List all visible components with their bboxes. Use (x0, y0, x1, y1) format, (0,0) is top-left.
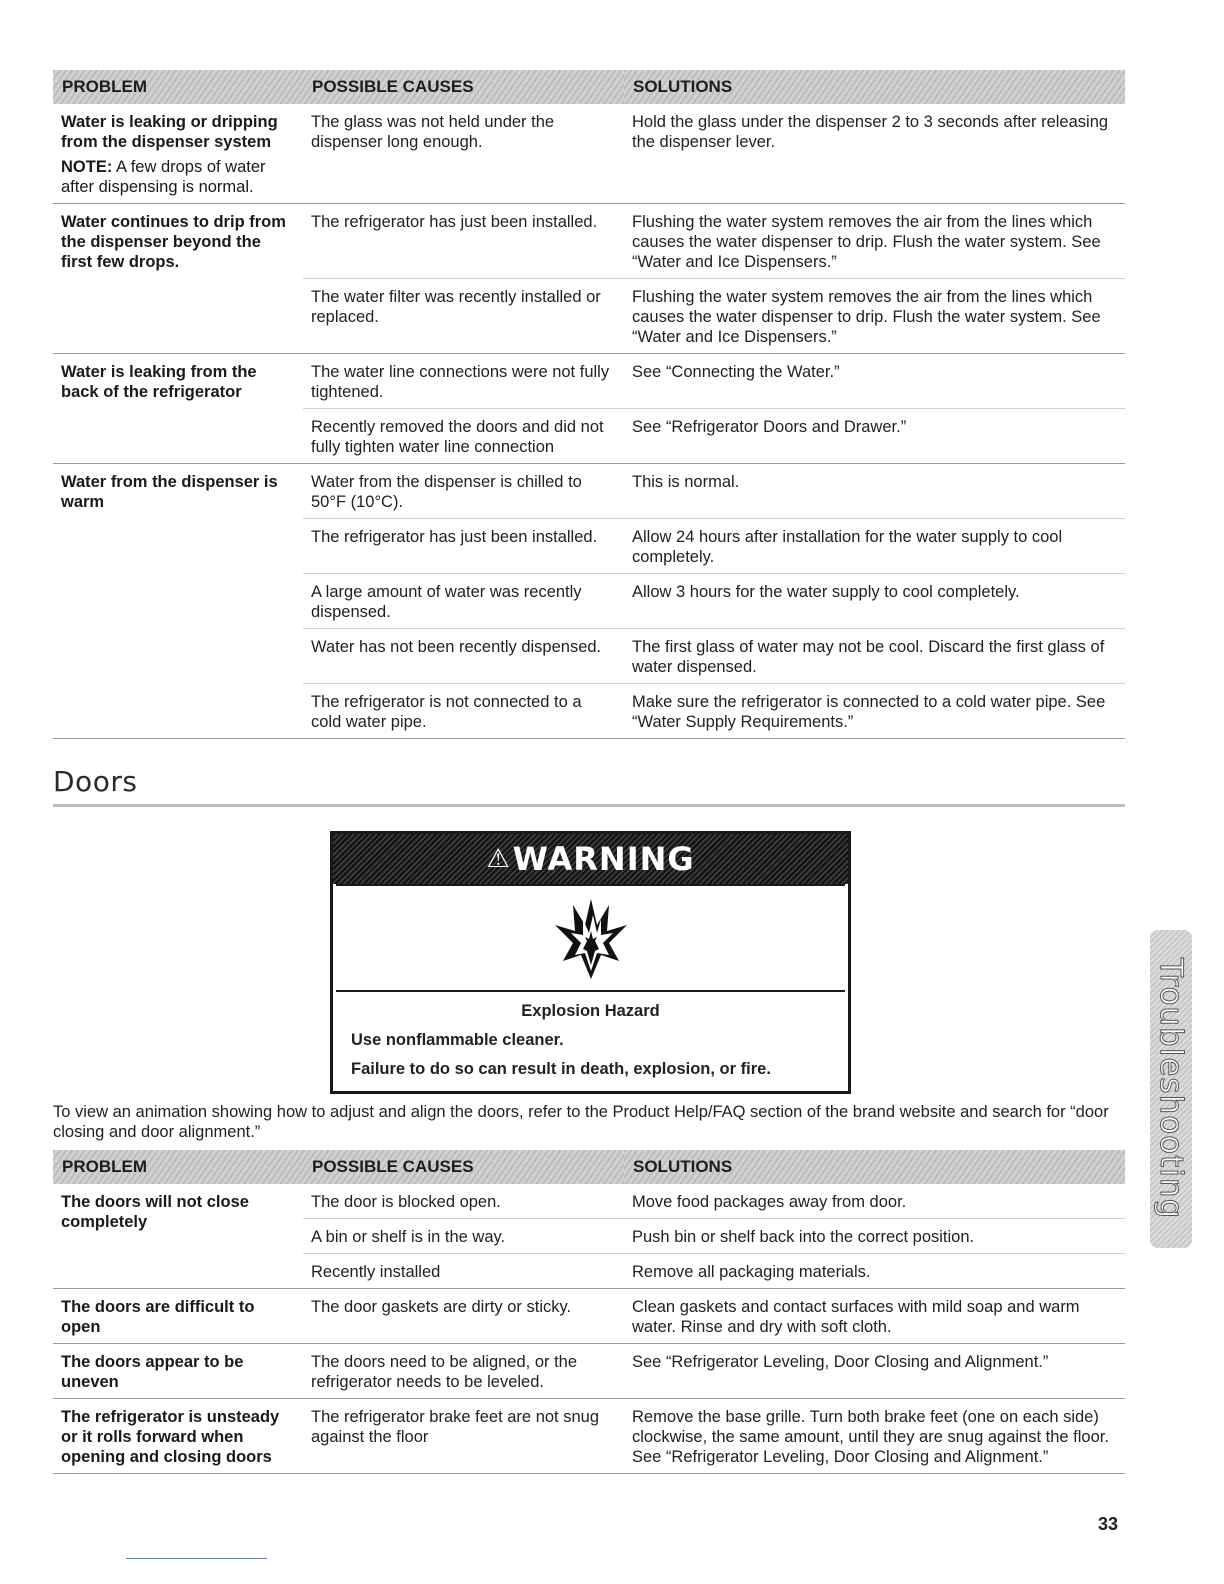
solution-cell: Flushing the water system removes the air from the lines which causes the water dispenser to drip. Flush the water system. See “Water and Ice Dispensers.” (624, 279, 1125, 354)
cause-cell: Water has not been recently dispensed. (303, 629, 624, 684)
table-row (53, 1289, 1125, 1344)
problem-cell: Water is leaking or dripping from the dispenser system NOTE: A few drops of water after dispensing is normal. (53, 104, 303, 204)
side-tab-label: Troubleshooting (1153, 958, 1189, 1220)
cause-cell: The refrigerator is not connected to a cold water pipe. (303, 684, 624, 739)
troubleshooting-table-doors (53, 1150, 1125, 1474)
cause-cell: The refrigerator has just been installed. (303, 519, 624, 574)
problem-cell: The refrigerator is unsteady or it rolls forward when opening and closing doors (53, 1399, 303, 1474)
table-row (53, 204, 1125, 279)
warning-consequence: Failure to do so can result in death, explosion, or fire. (351, 1060, 771, 1078)
solution-cell: Flushing the water system removes the air from the lines which causes the water dispenser to drip. Flush the water system. See “Water and Ice Dispensers.” (624, 204, 1125, 279)
header-causes: POSSIBLE CAUSES (303, 1150, 624, 1184)
warning-triangle-icon: ⚠ (486, 844, 511, 874)
solution-cell: See “Refrigerator Doors and Drawer.” (624, 409, 1125, 464)
footer-divider (126, 1558, 267, 1559)
cause-cell: The water filter was recently installed or replaced. (303, 279, 624, 354)
problem-cell: The doors are difficult to open (53, 1289, 303, 1344)
section-title-doors: Doors (53, 765, 1125, 807)
solution-cell: The first glass of water may not be cool. Discard the first glass of water dispensed. (624, 629, 1125, 684)
cause-cell: The refrigerator brake feet are not snug against the floor (303, 1399, 624, 1474)
section-side-tab (1150, 930, 1192, 1248)
solution-cell: Make sure the refrigerator is connected to a cold water pipe. See “Water Supply Requirements.” (624, 684, 1125, 739)
table-row (53, 1344, 1125, 1399)
cause-cell: A bin or shelf is in the way. (303, 1219, 624, 1254)
problem-cell: Water continues to drip from the dispenser beyond the first few drops. (53, 204, 303, 354)
header-solutions: SOLUTIONS (624, 1150, 1125, 1184)
problem-cell: The doors appear to be uneven (53, 1344, 303, 1399)
header-problem: PROBLEM (53, 1150, 303, 1184)
solution-cell: This is normal. (624, 464, 1125, 519)
warning-header: ⚠ WARNING (333, 834, 848, 884)
cause-cell: The door gaskets are dirty or sticky. (303, 1289, 624, 1344)
note: NOTE: A few drops of water after dispensing is normal. (61, 158, 266, 196)
problem-cell: The doors will not close completely (53, 1184, 303, 1289)
solution-cell: Hold the glass under the dispenser 2 to 3 seconds after releasing the dispenser lever. (624, 104, 1125, 204)
table-row (53, 354, 1125, 409)
table-row (53, 464, 1125, 519)
warning-instruction: Use nonflammable cleaner. (351, 1031, 564, 1049)
explosion-icon (336, 884, 845, 992)
cause-cell: The doors need to be aligned, or the refrigerator needs to be leveled. (303, 1344, 624, 1399)
solution-cell: Move food packages away from door. (624, 1184, 1125, 1219)
solution-cell: Allow 3 hours for the water supply to cool completely. (624, 574, 1125, 629)
cause-cell: The glass was not held under the dispenser long enough. (303, 104, 624, 204)
problem-cell: Water is leaking from the back of the refrigerator (53, 354, 303, 464)
solution-cell: Push bin or shelf back into the correct position. (624, 1219, 1125, 1254)
cause-cell: Water from the dispenser is chilled to 50°F (10°C). (303, 464, 624, 519)
header-problem: PROBLEM (53, 70, 303, 104)
solution-cell: Remove the base grille. Turn both brake feet (one on each side) clockwise, the same amount, until they are snug against the floor. See “Refrigerator Leveling, Door Closing and Alignment.” (624, 1399, 1125, 1474)
warning-body (333, 992, 848, 1091)
troubleshooting-table-water (53, 70, 1125, 739)
solution-cell: See “Refrigerator Leveling, Door Closing and Alignment.” (624, 1344, 1125, 1399)
solution-cell: Clean gaskets and contact surfaces with mild soap and warm water. Rinse and dry with soft cloth. (624, 1289, 1125, 1344)
table-header-row (53, 1150, 1125, 1184)
problem-cell: Water from the dispenser is warm (53, 464, 303, 739)
table-row (53, 1399, 1125, 1474)
solution-cell: Remove all packaging materials. (624, 1254, 1125, 1289)
table-row (53, 1184, 1125, 1219)
page-number: 33 (1098, 1514, 1119, 1534)
table-row (53, 104, 1125, 204)
cause-cell: A large amount of water was recently dispensed. (303, 574, 624, 629)
header-solutions: SOLUTIONS (624, 70, 1125, 104)
solution-cell: See “Connecting the Water.” (624, 354, 1125, 409)
solution-cell: Allow 24 hours after installation for the water supply to cool completely. (624, 519, 1125, 574)
cause-cell: The refrigerator has just been installed. (303, 204, 624, 279)
cause-cell: The door is blocked open. (303, 1184, 624, 1219)
hazard-title: Explosion Hazard (521, 1002, 660, 1020)
cause-cell: Recently installed (303, 1254, 624, 1289)
table-header-row (53, 70, 1125, 104)
doors-intro-text: To view an animation showing how to adjust and align the doors, refer to the Product Help/FAQ section of the brand website and search for “door closing and door alignment.” (53, 1103, 1109, 1141)
cause-cell: The water line connections were not fully tightened. (303, 354, 624, 409)
header-causes: POSSIBLE CAUSES (303, 70, 624, 104)
cause-cell: Recently removed the doors and did not fully tighten water line connection (303, 409, 624, 464)
page-content (53, 70, 1125, 1474)
warning-box (330, 831, 851, 1094)
